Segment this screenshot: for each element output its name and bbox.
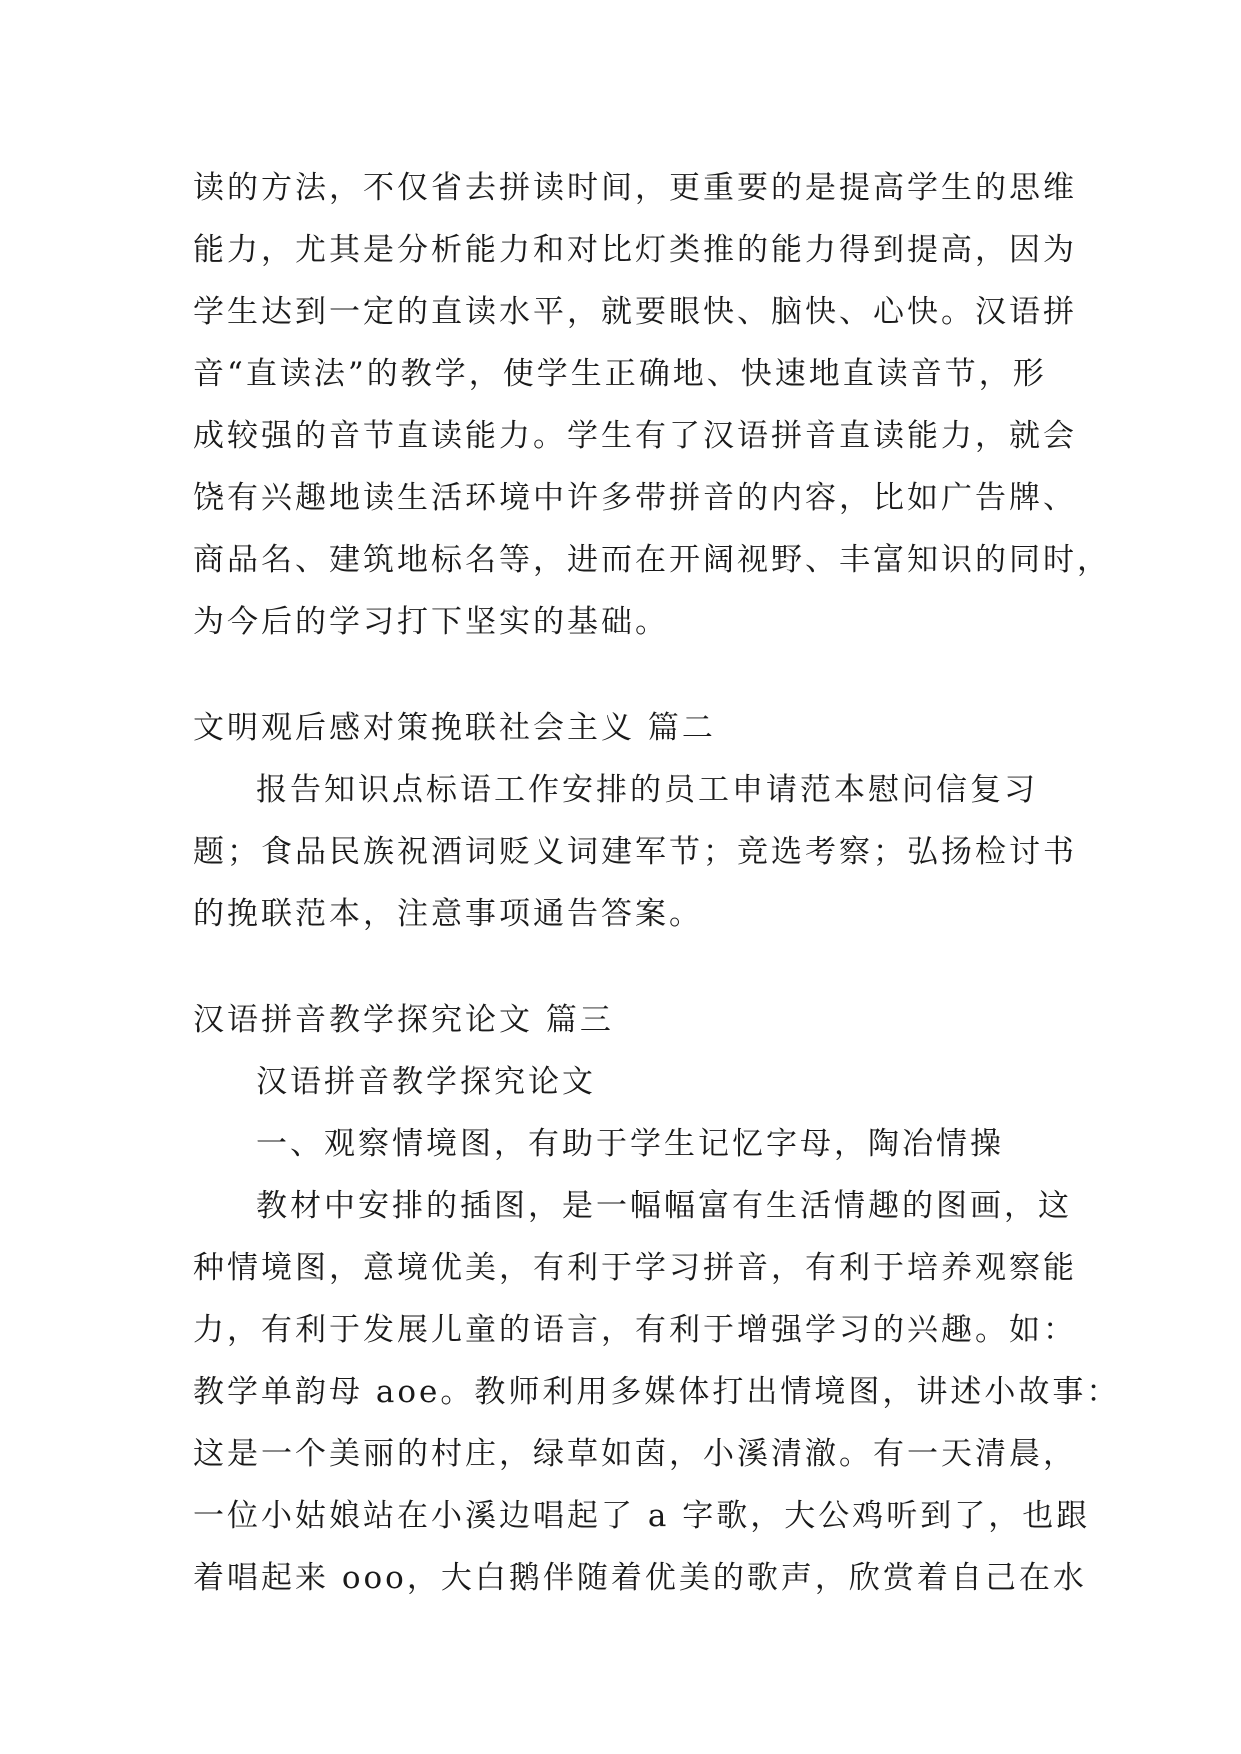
paragraph-line: 种情境图，意境优美，有利于学习拼音，有利于培养观察能 xyxy=(193,1250,1077,1286)
section-heading: 文明观后感对策挽联社会主义 篇二 xyxy=(193,710,716,746)
paragraph-line: 饶有兴趣地读生活环境中许多带拼音的内容，比如广告牌、 xyxy=(193,480,1077,516)
article-title: 汉语拼音教学探究论文 xyxy=(256,1064,596,1100)
paragraph-line: 音“直读法”的教学，使学生正确地、快速地直读音节，形 xyxy=(193,356,1047,392)
paragraph-line: 读的方法，不仅省去拼读时间，更重要的是提高学生的思维 xyxy=(193,170,1077,206)
paragraph-line: 能力，尤其是分析能力和对比灯类推的能力得到提高，因为 xyxy=(193,232,1077,268)
subsection-heading: 一、观察情境图，有助于学生记忆字母，陶冶情操 xyxy=(256,1126,1004,1162)
paragraph-line: 报告知识点标语工作安排的员工申请范本慰问信复习 xyxy=(256,772,1038,808)
paragraph-line: 力，有利于发展儿童的语言，有利于增强学习的兴趣。如： xyxy=(193,1312,1077,1348)
paragraph-line: 成较强的音节直读能力。学生有了汉语拼音直读能力，就会 xyxy=(193,418,1077,454)
paragraph-line: 学生达到一定的直读水平，就要眼快、脑快、心快。汉语拼 xyxy=(193,294,1077,330)
paragraph-line: 的挽联范本，注意事项通告答案。 xyxy=(193,896,703,932)
paragraph-line: 一位小姑娘站在小溪边唱起了 a 字歌，大公鸡听到了，也跟 xyxy=(193,1498,1091,1534)
paragraph-line: 商品名、建筑地标名等，进而在开阔视野、丰富知识的同时， xyxy=(193,542,1111,578)
paragraph-line: 题；食品民族祝酒词贬义词建军节；竞选考察；弘扬检讨书 xyxy=(193,834,1077,870)
section-heading: 汉语拼音教学探究论文 篇三 xyxy=(193,1002,614,1038)
paragraph-line: 为今后的学习打下坚实的基础。 xyxy=(193,604,669,640)
paragraph-line: 着唱起来 ooo，大白鹅伴随着优美的歌声，欣赏着自己在水 xyxy=(193,1560,1087,1596)
paragraph-line: 教学单韵母 aoe。教师利用多媒体打出情境图，讲述小故事： xyxy=(193,1374,1121,1410)
paragraph-line: 教材中安排的插图，是一幅幅富有生活情趣的图画，这 xyxy=(256,1188,1072,1224)
paragraph-line: 这是一个美丽的村庄，绿草如茵，小溪清澈。有一天清晨， xyxy=(193,1436,1077,1472)
